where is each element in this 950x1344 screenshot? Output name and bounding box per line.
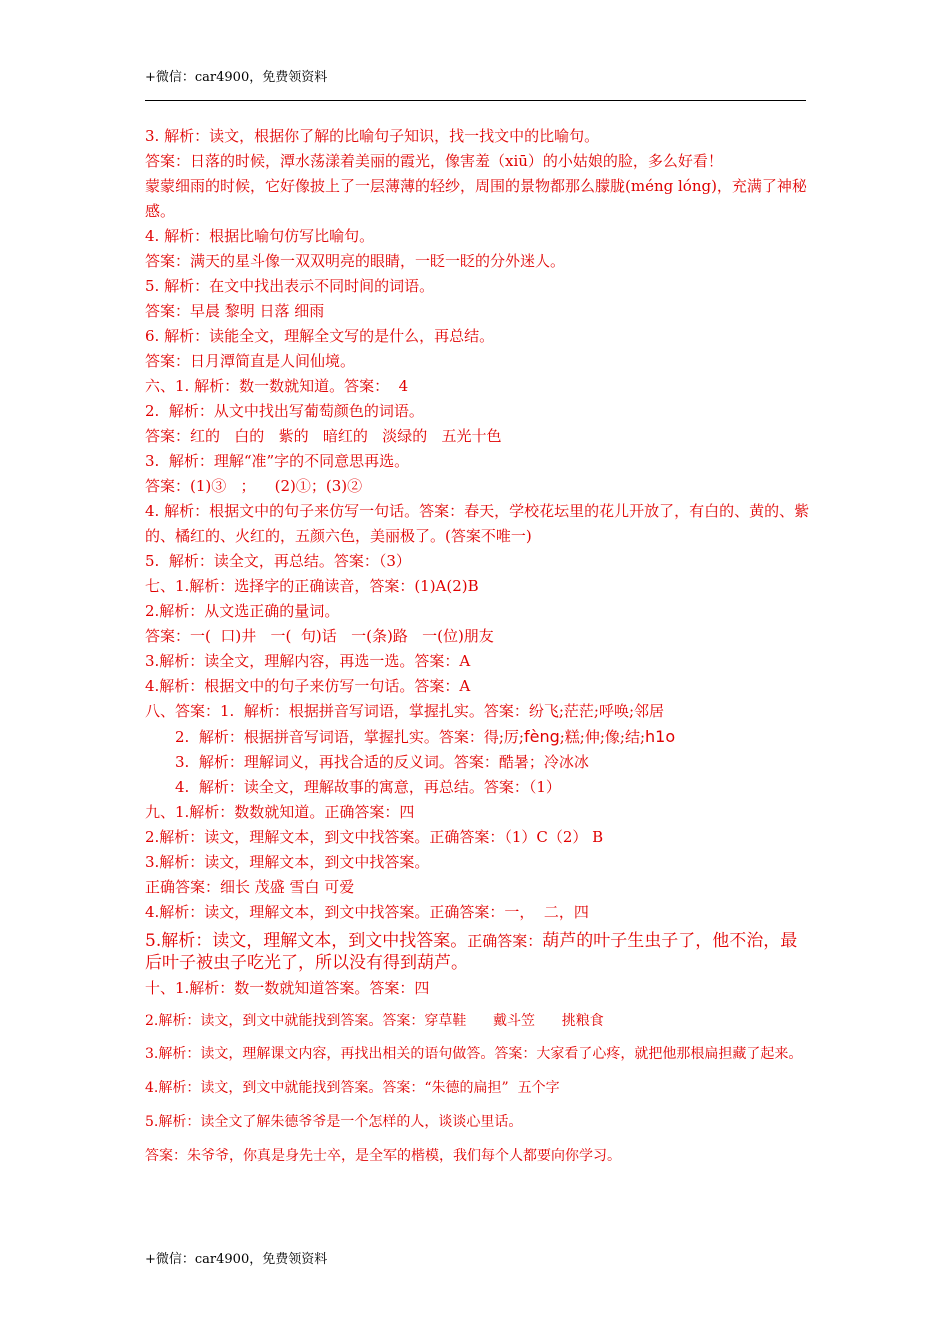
text-line: 七、1.解析：选择字的正确读音，答案：(1)A(2)B bbox=[145, 577, 479, 595]
text-line: 3.解析：读文，理解课文内容，再找出相关的语句做答。答案：大家看了心疼，就把他那根扁担藏了起来。 bbox=[145, 1046, 803, 1062]
text-line: 答案：早晨 黎明 日落 细雨 bbox=[145, 302, 325, 320]
text-line: 答案：(1)③ ； (2)①；(3)② bbox=[145, 477, 363, 495]
text-segment: 5.解析：读文，理解文本，到文中找答案。 bbox=[145, 931, 468, 951]
text-line: 2.解析：读文，到文中就能找到答案。答案：穿草鞋 戴斗笠 挑粮食 bbox=[145, 1013, 604, 1029]
text-line: 3. 解析：读文，根据你了解的比喻句子知识，找一找文中的比喻句。 bbox=[145, 127, 600, 145]
text-line: 答案：朱爷爷，你真是身先士卒，是全军的楷模，我们每个人都要向你学习。 bbox=[145, 1148, 621, 1164]
header-rule bbox=[145, 100, 806, 101]
page-footer: +微信：car4900，免费领资料 bbox=[145, 1252, 328, 1267]
text-line bbox=[145, 724, 810, 750]
text-line: 3.解析：读文，理解文本，到文中找答案。 bbox=[145, 853, 430, 871]
text-line: 3. 解析：理解词义，再找合适的反义词。答案：酷暑；冷冰冰 bbox=[175, 753, 589, 771]
text-line: 4. 解析：根据比喻句仿写比喻句。 bbox=[145, 227, 375, 245]
text-line: 5. 解析：读全文，再总结。答案：（3） bbox=[145, 552, 411, 570]
pinyin-segment: fèng bbox=[523, 727, 560, 746]
text-segment: 葫芦的叶子生虫子了，他不治，最后叶子被虫子吃光了，所以没有得到葫芦。 bbox=[145, 931, 798, 973]
text-line-large bbox=[145, 930, 810, 974]
text-line: 八、答案：1. 解析：根据拼音写词语，掌握扎实。答案：纷飞;茫茫;呼唤;邻居 bbox=[145, 702, 665, 720]
text-line: 3.解析：读全文，理解内容，再选一选。答案：A bbox=[145, 652, 471, 670]
text-line: 2.解析：从文选正确的量词。 bbox=[145, 602, 340, 620]
text-line: 蒙蒙细雨的时候，它好像披上了一层薄薄的轻纱，周围的景物都那么朦胧(méng lóng)，充满了神秘感。 bbox=[145, 177, 807, 220]
text-line: 4.解析：读文，理解文本，到文中找答案。正确答案：一， 二，四 bbox=[145, 903, 589, 921]
pinyin-segment: h1o bbox=[645, 727, 676, 746]
text-line: 答案：满天的星斗像一双双明亮的眼睛，一眨一眨的分外迷人。 bbox=[145, 252, 566, 270]
text-line: 5. 解析：在文中找出表示不同时间的词语。 bbox=[145, 277, 435, 295]
text-line: 4.解析：根据文中的句子来仿写一句话。答案：A bbox=[145, 677, 471, 695]
text-line: 十、1.解析：数一数就知道答案。答案：四 bbox=[145, 979, 430, 997]
text-line: 5.解析：读全文了解朱德爷爷是一个怎样的人，谈谈心里话。 bbox=[145, 1114, 523, 1130]
text-line: 答案：日月潭简直是人间仙境。 bbox=[145, 352, 356, 370]
page-header: +微信：car4900，免费领资料 bbox=[145, 70, 328, 85]
text-segment: 正确答案： bbox=[467, 932, 543, 950]
text-line: 答案：一( 口)井 一( 句)话 一(条)路 一(位)朋友 bbox=[145, 627, 494, 645]
text-line: 九、1.解析：数数就知道。正确答案：四 bbox=[145, 803, 415, 821]
text-segment: ;糕;伸;像;结; bbox=[559, 728, 646, 746]
text-line: 4. 解析：根据文中的句子来仿写一句话。答案：春天，学校花坛里的花儿开放了，有白的、黄的、紫的、橘红的、火红的，五颜六色，美丽极了。(答案不唯一) bbox=[145, 502, 810, 545]
text-line: 正确答案：细长 茂盛 雪白 可爱 bbox=[145, 878, 355, 896]
text-line: 2. 解析：从文中找出写葡萄颜色的词语。 bbox=[145, 402, 424, 420]
text-line: 六、1. 解析：数一数就知道。答案： 4 bbox=[145, 377, 409, 395]
text-line: 答案：红的 白的 紫的 暗红的 淡绿的 五光十色 bbox=[145, 427, 502, 445]
text-line: 2.解析：读文，理解文本，到文中找答案。正确答案：（1）C（2） B bbox=[145, 828, 604, 846]
answer-content bbox=[145, 124, 810, 1169]
text-line: 6. 解析：读能全文，理解全文写的是什么，再总结。 bbox=[145, 327, 495, 345]
text-line: 4. 解析：读全文，理解故事的寓意，再总结。答案：（1） bbox=[175, 778, 561, 796]
text-line: 4.解析：读文，到文中就能找到答案。答案：“朱德的扁担” 五个字 bbox=[145, 1080, 560, 1096]
text-segment: 2. 解析：根据拼音写词语，掌握扎实。答案：得;厉; bbox=[175, 728, 524, 746]
text-line: 3. 解析：理解“准”字的不同意思再选。 bbox=[145, 452, 410, 470]
text-line: 答案：日落的时候，潭水荡漾着美丽的霞光，像害羞（xiū）的小姑娘的脸，多么好看！ bbox=[145, 152, 723, 170]
